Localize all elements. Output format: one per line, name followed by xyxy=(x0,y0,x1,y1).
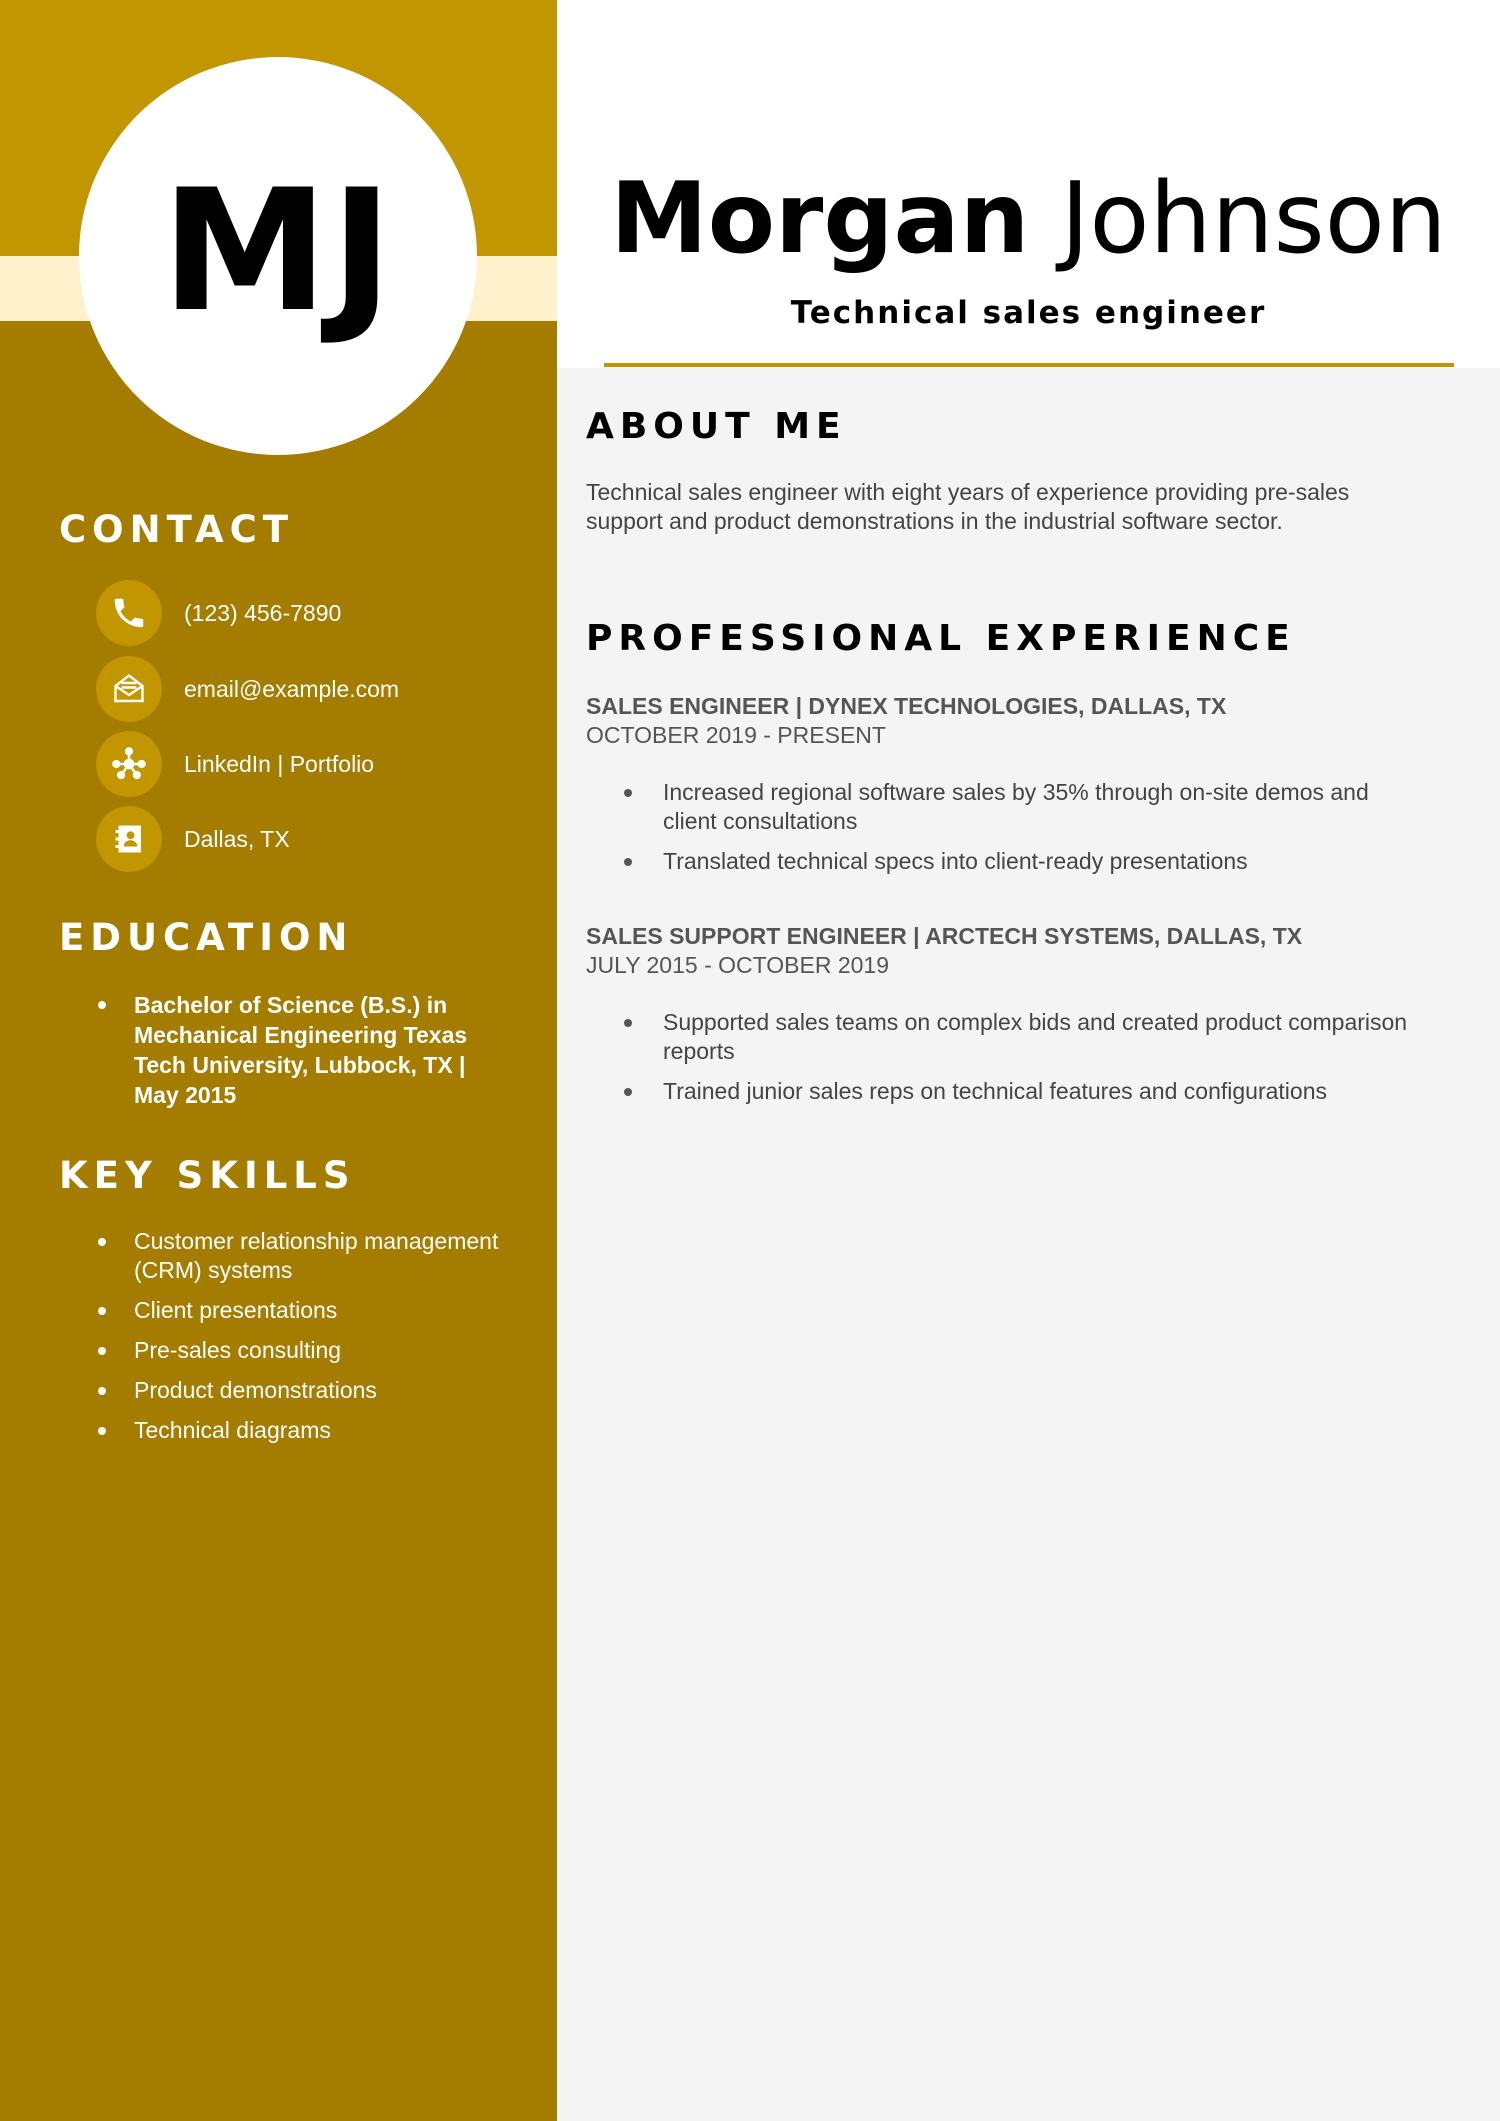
job-bullet: Trained junior sales reps on technical features and configurations xyxy=(586,1077,1423,1106)
monogram: MJ xyxy=(161,153,395,349)
links-text: LinkedIn | Portfolio xyxy=(184,750,375,777)
contact-links[interactable] xyxy=(96,732,374,796)
monogram-circle xyxy=(79,57,477,455)
job-bullet: Supported sales teams on complex bids and created product comparison reports xyxy=(586,1008,1423,1066)
education-item: Bachelor of Science (B.S.) in Mechanical Engineering Texas Tech University, Lubbock, TX | May 2015 xyxy=(96,990,516,1110)
skill-item: Technical diagrams xyxy=(96,1416,516,1445)
about-heading: ABOUT ME xyxy=(586,406,847,447)
contact-card-icon xyxy=(96,806,162,872)
contact-phone[interactable] xyxy=(96,581,341,645)
email-text: email@example.com xyxy=(184,675,400,702)
job-bullet: Increased regional software sales by 35% through on-site demos and client consultations xyxy=(586,778,1423,836)
experience-heading: PROFESSIONAL EXPERIENCE xyxy=(586,618,1296,659)
first-name: Morgan xyxy=(610,162,1030,276)
phone-icon xyxy=(96,580,162,646)
header-divider xyxy=(604,363,1454,367)
location-text: Dallas, TX xyxy=(184,825,290,852)
phone-text: (123) 456-7890 xyxy=(184,599,342,626)
skill-item: Customer relationship management (CRM) systems xyxy=(96,1227,516,1285)
last-name: Johnson xyxy=(1060,162,1447,276)
job-heading: SALES ENGINEER | DYNEX TECHNOLOGIES, DALLAS, TX xyxy=(586,693,1227,719)
education-heading: EDUCATION xyxy=(59,916,354,959)
full-name xyxy=(557,162,1500,276)
skill-item: Product demonstrations xyxy=(96,1376,516,1405)
about-text: Technical sales engineer with eight years of experience providing pre-sales support and product demonstrations in the industrial software sector. xyxy=(586,479,1350,534)
skill-item: Client presentations xyxy=(96,1296,516,1325)
contact-email[interactable] xyxy=(96,657,399,721)
skill-item: Pre-sales consulting xyxy=(96,1336,516,1365)
education-list xyxy=(96,990,516,1110)
job-dates: OCTOBER 2019 - PRESENT xyxy=(586,722,886,748)
job-title: Technical sales engineer xyxy=(790,295,1267,331)
job-heading: SALES SUPPORT ENGINEER | ARCTECH SYSTEMS, DALLAS, TX xyxy=(586,923,1303,949)
network-icon xyxy=(96,731,162,797)
skills-list xyxy=(96,1227,516,1456)
job-bullet: Translated technical specs into client-ready presentations xyxy=(586,847,1423,876)
job-entry xyxy=(586,922,1446,1117)
job-bullets xyxy=(586,778,1446,876)
skills-heading: KEY SKILLS xyxy=(59,1154,356,1197)
job-bullets xyxy=(586,1008,1446,1106)
email-icon xyxy=(96,656,162,722)
contact-location[interactable] xyxy=(96,807,290,871)
contact-heading: CONTACT xyxy=(59,508,294,551)
job-entry xyxy=(586,692,1446,887)
job-dates: JULY 2015 - OCTOBER 2019 xyxy=(586,952,889,978)
